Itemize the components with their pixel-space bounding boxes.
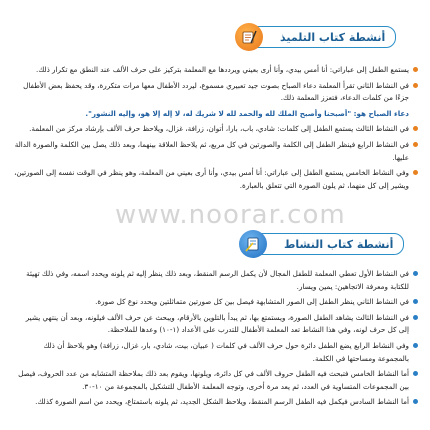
list-item: دعاء الصباح هو: "أصبحنا وأصبح الملك لله والحمد لله لا شريك له، لا إله إلا هو، وإليه النشور". bbox=[85, 108, 409, 118]
bullet bbox=[413, 170, 418, 175]
book-pencil-icon bbox=[235, 23, 263, 51]
bullet bbox=[413, 271, 418, 276]
bullet bbox=[413, 343, 418, 348]
pencil-notebook-icon bbox=[239, 230, 267, 258]
heading-label: أنشطة كتاب التلميذ bbox=[241, 26, 396, 48]
student-book-activities bbox=[14, 64, 418, 195]
activity-book-activities bbox=[14, 268, 418, 412]
watermark: www.noorar.com bbox=[115, 200, 346, 230]
bullet bbox=[413, 315, 418, 320]
section-heading-activity-book bbox=[245, 230, 404, 258]
list-item: يستمع الطفل إلى عباراتي: أنا أمس بيدي، وأنا أرى بعيني ويرددها مع المعلمة بتركيز على حرف الألف عند النطق مع تكرار ذلك. bbox=[14, 64, 418, 77]
bullet bbox=[413, 67, 418, 72]
list-item: في النشاط الثاني تقرأ المعلمة دعاء الصباح بصوت جيد تعبيري مسموع، ليردد الأطفال معها مرات متكررة، وقد يحفظ بعض الأطفال جزءًا من كلمات الدعاء، فتعزز المعلمة ذلك. bbox=[14, 80, 418, 105]
bullet bbox=[413, 399, 418, 404]
bullet bbox=[413, 126, 418, 131]
heading-label: أنشطة كتاب النشاط bbox=[245, 233, 404, 255]
list-item: في النشاط الرابع فينظر الطفل إلى الكلمة والصورتين في كل مربع، ثم يلاحظ العلاقة بينهما، وبعد ذلك يصل بين الكلمة والصورة الدالة عليها. bbox=[14, 139, 418, 164]
list-item: أما النشاط السادس فيكمل فيه الطفل الرسم المنقط، ويلاحظ الشكل الجديد، ثم يلونه باستمتاع، ويحدد من اسم الصورة كذلك. bbox=[14, 396, 418, 409]
bullet bbox=[413, 142, 418, 147]
list-item: وفي النشاط الرابع يضع الطفل دائرة حول حرف الألف في كلمات ( عبيان، بيت، شادي، بار، غزال، زرافة) وهو يلاحظ أن ذلك بالمجموعة ومساحتها في الكلمة. bbox=[14, 340, 418, 365]
list-item: أما النشاط الخامس فتبحث فيه الطفل حروف الألف في كل دائرة، ويلونها، ويقوم بعد ذلك بملاحظة المتشابه من عدد الحروف، فيصل بين المجموعات المتساوية في العدد، ثم يعد مرة أخرى، وتوجه المعلمة الأطفال للتشكيل بالمجموعة من ١٠-٣٠. bbox=[14, 368, 418, 393]
list-item: في النشاط الأول تعطي المعلمة للطفل المجال لأن يكمل الرسم المنقط، وبعد ذلك ينظر إليه ثم يلونه ويحدد اسمه، وفي ذلك تهيئة للكتابة ومعرفة الاتجاهين: يمين ويسار. bbox=[14, 268, 418, 293]
list-item: في النشاط الثالث يشاهد الطفل الصورة، ويستمتع بها، ثم يبدأ بالتلوين بالأرقام، ويبحث عن حرف الألف فيلونه، وبعد أن ينتهي يشير إلى كل حرف لونه، وفي هذا النشاط تعد المعلمة الأطفال للتدرب على الأعداد (١-١٠) وعدها للملاحظة. bbox=[14, 312, 418, 337]
bullet bbox=[413, 299, 418, 304]
list-item: وفي النشاط الخامس يستمع الطفل إلى عباراتي: أنا أمس بيدي، وأنا أرى بعيني من المعلمة، وهو ينظر في الوقت نفسه إلى الصورتين، ويشير إلى كل منهما، ثم يلون الصورة التي تتعلق بالعبارة. bbox=[14, 167, 418, 192]
list-item: في النشاط الثالث يستمع الطفل إلى كلمات: شادي، باب، بارا، أتوان، زرافة، غزال، ويلاحظ حرف الألف بإرشاد مركز من المعلمة. bbox=[14, 123, 418, 136]
list-item: في النشاط الثاني ينظر الطفل إلى الصور المتشابهة فيصل بين كل صورتين متماثلتين ويحدد نوع كل صورة. bbox=[14, 296, 418, 309]
bullet bbox=[413, 83, 418, 88]
bullet bbox=[413, 371, 418, 376]
section-heading-student-book bbox=[241, 23, 396, 51]
